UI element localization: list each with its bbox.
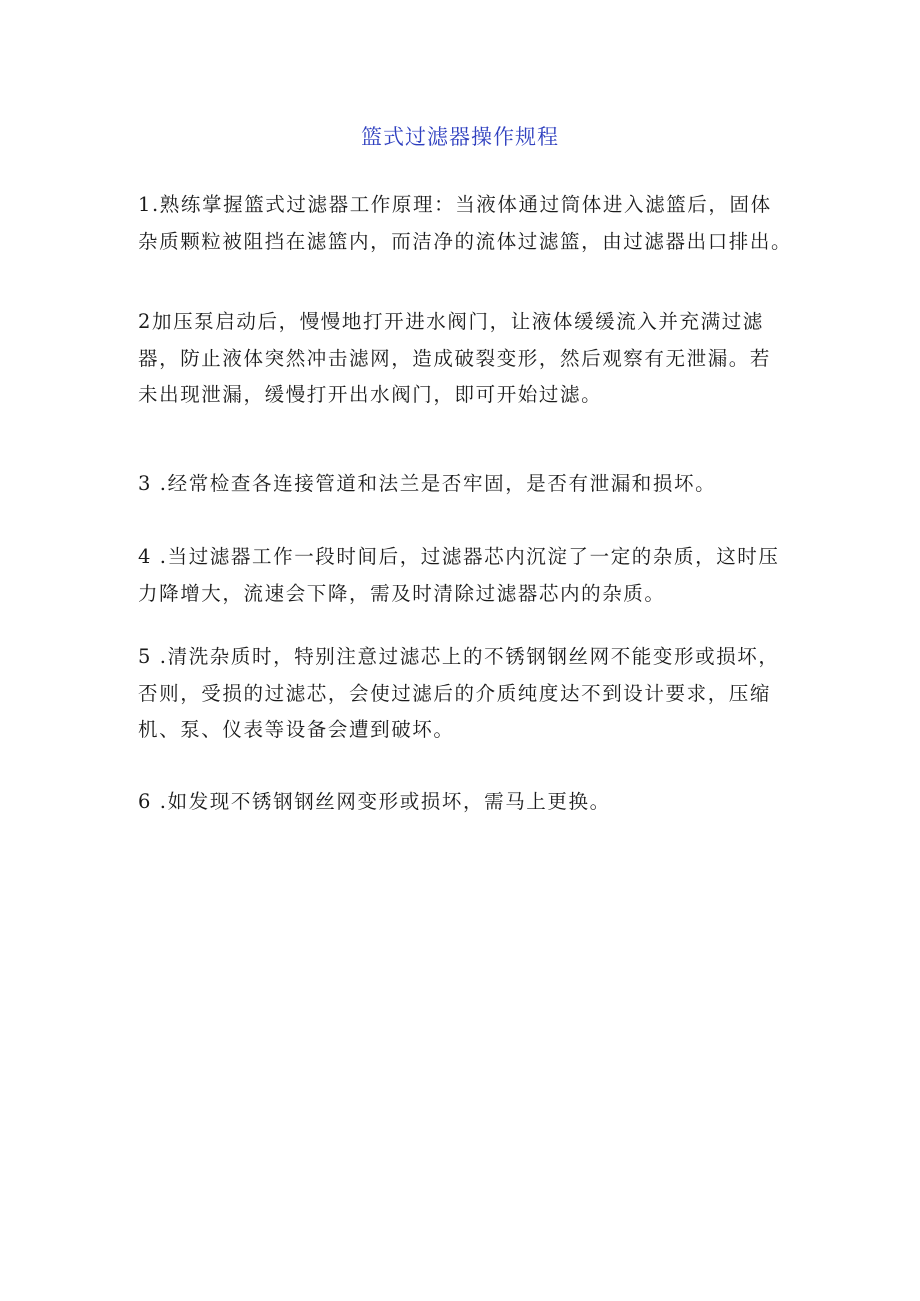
paragraph-line: 4 .当过滤器工作一段时间后，过滤器芯内沉淀了一定的杂质，这时压 bbox=[138, 545, 780, 568]
paragraph-line: 机、泵、仪表等设备会遭到破坏。 bbox=[138, 718, 455, 741]
paragraph-line: 5 .清洗杂质时，特别注意过滤芯上的不锈钢钢丝网不能变形或损坏， bbox=[138, 645, 780, 668]
paragraph-4 bbox=[138, 539, 810, 612]
paragraph-line: 1.熟练掌握篮式过滤器工作原理：当液体通过筒体进入滤篮后，固体 bbox=[138, 193, 772, 216]
paragraph-line: 否则，受损的过滤芯，会使过滤后的介质纯度达不到设计要求，压缩 bbox=[138, 681, 772, 705]
paragraph-6 bbox=[138, 784, 810, 821]
paragraph-line: 3 .经常检查各连接管道和法兰是否牢固，是否有泄漏和损坏。 bbox=[138, 472, 717, 495]
paragraph-line: 6 .如发现不锈钢钢丝网变形或损坏，需马上更换。 bbox=[138, 790, 611, 813]
paragraph-line: 杂质颗粒被阻挡在滤篮内，而洁净的流体过滤篮，由过滤器出口排出。 bbox=[138, 229, 793, 253]
paragraph-line: 器，防止液体突然冲击滤网，造成破裂变形，然后观察有无泄漏。若 bbox=[138, 346, 772, 370]
document-title: 篮式过滤器操作规程 bbox=[361, 125, 559, 149]
paragraph-1 bbox=[138, 187, 810, 260]
paragraph-line: 力降增大，流速会下降，需及时清除过滤器芯内的杂质。 bbox=[138, 581, 666, 605]
paragraph-5 bbox=[138, 639, 810, 749]
paragraph-line: 未出现泄漏，缓慢打开出水阀门，即可开始过滤。 bbox=[138, 383, 603, 406]
paragraph-line: 2加压泵启动后，慢慢地打开进水阀门，让液体缓缓流入并充满过滤 bbox=[138, 310, 764, 333]
paragraph-3 bbox=[138, 466, 810, 503]
paragraph-2 bbox=[138, 304, 810, 414]
